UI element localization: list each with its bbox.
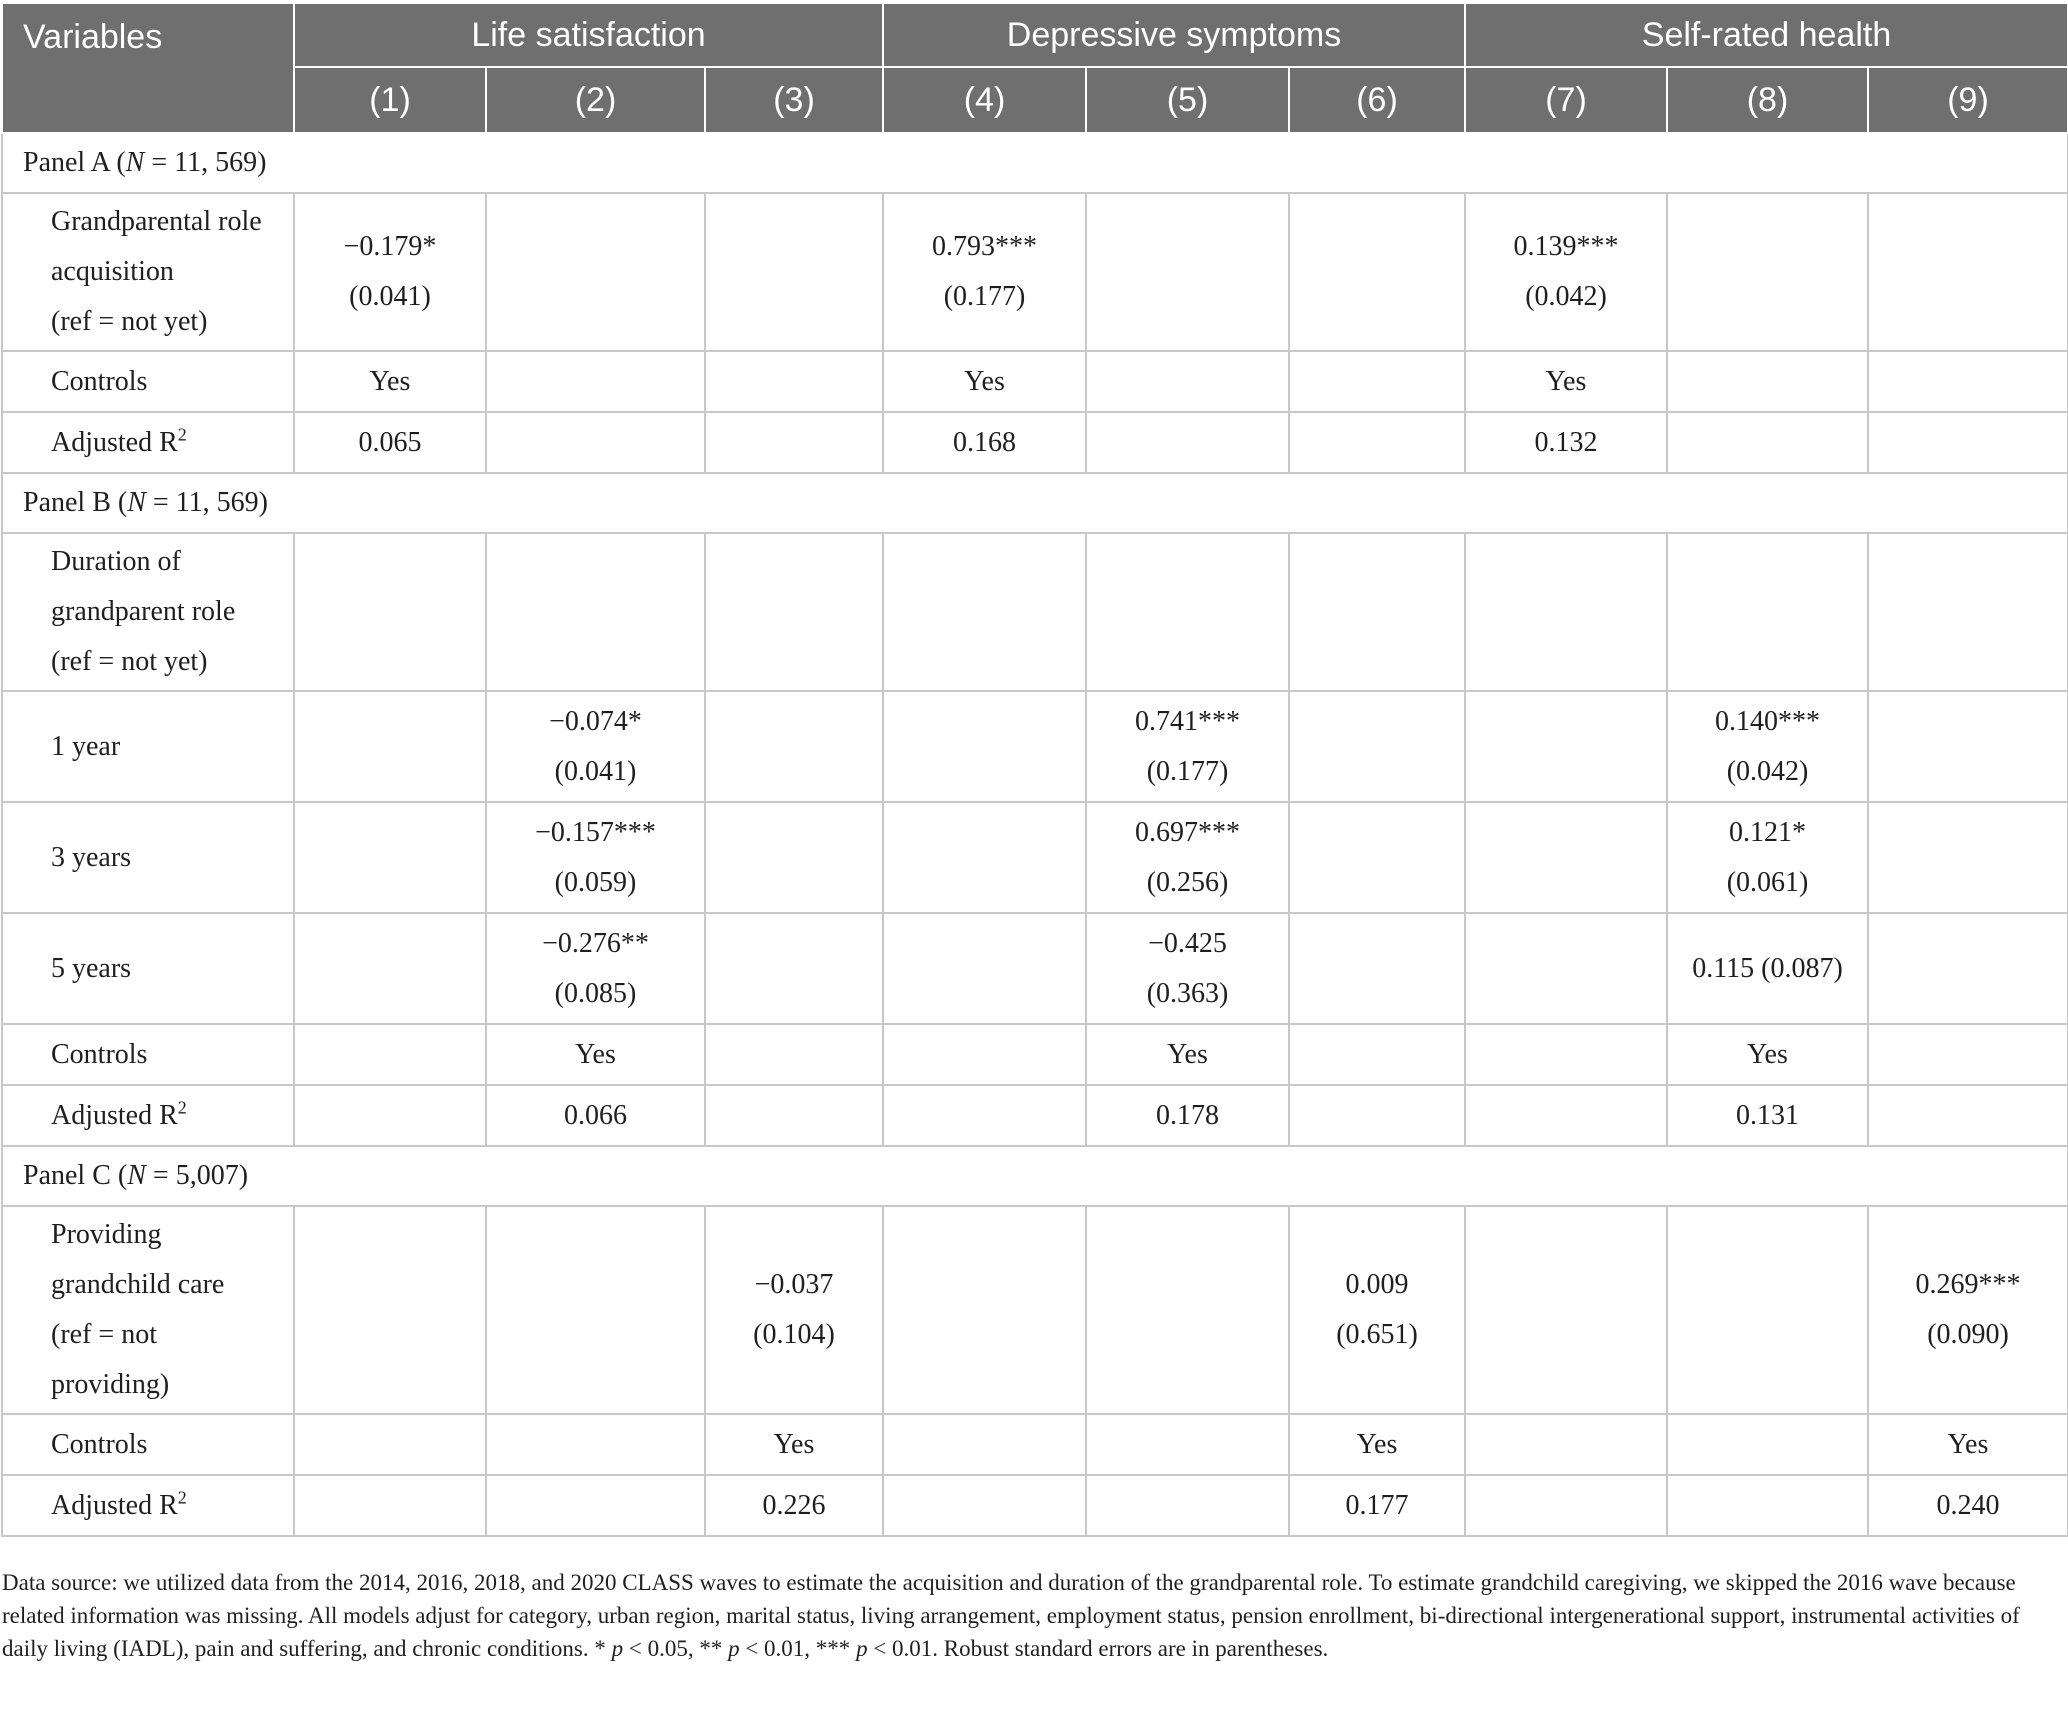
- row-label-line: [51, 587, 293, 637]
- row-label-text: (ref = not yet): [51, 646, 208, 677]
- table-cell: [1086, 412, 1289, 473]
- table-cell: [294, 1475, 486, 1536]
- table-cell: [1086, 193, 1289, 351]
- row-label-line: [51, 944, 293, 994]
- row-label-text: grandparent role: [51, 596, 236, 627]
- table-cell: [883, 533, 1086, 691]
- panel-title: [2, 473, 2068, 533]
- table-cell: [1667, 913, 1868, 1024]
- standard-error-value: (0.042): [1525, 281, 1607, 312]
- table-cell: [294, 1085, 486, 1146]
- row-label-text: providing): [51, 1369, 170, 1400]
- table-cell: [1289, 802, 1465, 913]
- p-symbol: p: [856, 1636, 868, 1661]
- coefficient-value: 0.115 (0.087): [1692, 952, 1843, 984]
- table-row: [2, 691, 2068, 802]
- standard-error-value: (0.104): [753, 1319, 835, 1350]
- coefficient-value: 0.009: [1345, 1269, 1409, 1300]
- coefficient-value: 0.168: [953, 426, 1017, 458]
- row-label-line: [51, 1360, 293, 1410]
- table-cell: [486, 1024, 705, 1085]
- table-body: [2, 133, 2068, 1536]
- row-label-text: Controls: [51, 365, 148, 397]
- table-cell: [883, 802, 1086, 913]
- table-cell: [705, 1024, 883, 1085]
- model-header: (3): [705, 67, 883, 133]
- table-cell: [1667, 1414, 1868, 1475]
- table-cell: [1868, 1206, 2068, 1414]
- row-label-text: 3 years: [51, 841, 132, 873]
- table-cell: [1465, 351, 1667, 412]
- panel-title-row: [2, 473, 2068, 533]
- table-cell: [883, 1475, 1086, 1536]
- table-cell: [883, 691, 1086, 802]
- coefficient-value: Yes: [773, 1428, 815, 1460]
- row-label-text: Controls: [51, 1428, 148, 1460]
- table-cell: [1086, 691, 1289, 802]
- coefficient-value: 0.140***: [1715, 705, 1821, 737]
- row-label-text: Adjusted R: [51, 1099, 178, 1131]
- table-cell: [1289, 913, 1465, 1024]
- row-label-text: grandchild care: [51, 1269, 225, 1300]
- table-cell: [1868, 913, 2068, 1024]
- table-cell: [1667, 1206, 1868, 1414]
- table-cell: [1868, 1085, 2068, 1146]
- row-label: [2, 913, 294, 1024]
- table-cell: [1086, 351, 1289, 412]
- table-cell: [1289, 533, 1465, 691]
- table-cell: [883, 1414, 1086, 1475]
- table-cell: [294, 1206, 486, 1414]
- model-header: (8): [1667, 67, 1868, 133]
- row-label-line: [51, 297, 293, 347]
- panel-title-suffix: = 5,007): [145, 1160, 249, 1191]
- row-label: [2, 412, 294, 473]
- panel-title-n: N: [127, 1160, 146, 1191]
- row-label-line: [51, 537, 293, 587]
- table-cell: [705, 1475, 883, 1536]
- standard-error-value: (0.651): [1336, 1319, 1418, 1350]
- table-cell: [1289, 691, 1465, 802]
- table-cell: [705, 193, 883, 351]
- table-cell: [1465, 802, 1667, 913]
- table-cell: [705, 533, 883, 691]
- table-cell: [486, 802, 705, 913]
- table-cell: [294, 913, 486, 1024]
- coefficient-value: 0.697***: [1135, 816, 1241, 848]
- table-cell: [1667, 1024, 1868, 1085]
- table-cell: [1868, 193, 2068, 351]
- panel-title-prefix: Panel A (: [23, 147, 126, 178]
- table-row: [2, 1085, 2068, 1146]
- table-row: [2, 533, 2068, 691]
- row-label-text: (ref = not: [51, 1319, 157, 1350]
- standard-error-value: (0.256): [1146, 866, 1229, 898]
- table-cell: [1465, 1024, 1667, 1085]
- table-cell: [1868, 1475, 2068, 1536]
- table-cell: [1667, 802, 1868, 913]
- coefficient-value: Yes: [1947, 1428, 1989, 1460]
- coefficient-value: 0.132: [1534, 426, 1598, 458]
- table-cell: [1086, 533, 1289, 691]
- coefficient-value: 0.226: [762, 1489, 826, 1521]
- table-cell: [1086, 1206, 1289, 1414]
- standard-error-value: (0.059): [554, 866, 637, 898]
- row-label-line: [51, 197, 293, 247]
- table-cell: [1289, 193, 1465, 351]
- row-label-line: [51, 418, 293, 468]
- row-label-line: [51, 722, 293, 772]
- table-cell: [1868, 533, 2068, 691]
- table-row: [2, 1206, 2068, 1414]
- table-cell: [1868, 351, 2068, 412]
- coefficient-value: Yes: [1167, 1038, 1208, 1070]
- table-cell: [1465, 1085, 1667, 1146]
- panel-title-prefix: Panel B (: [23, 487, 128, 518]
- table-cell: [1667, 412, 1868, 473]
- table-cell: [486, 1206, 705, 1414]
- row-label-text: 5 years: [51, 952, 132, 984]
- table-cell: [705, 1085, 883, 1146]
- table-cell: [1086, 913, 1289, 1024]
- table-cell: [1868, 1024, 2068, 1085]
- table-cell: [1667, 351, 1868, 412]
- panel-title-suffix: = 11, 569): [144, 147, 267, 178]
- coefficient-value: 0.065: [358, 426, 422, 458]
- table-row: [2, 412, 2068, 473]
- table-cell: [1289, 1475, 1465, 1536]
- table-cell: [486, 1085, 705, 1146]
- model-header: (2): [486, 67, 705, 133]
- row-label-line: [51, 1310, 293, 1360]
- standard-error-value: (0.085): [554, 977, 637, 1009]
- table-row: [2, 1414, 2068, 1475]
- table-cell: [294, 533, 486, 691]
- row-label-line: [51, 1260, 293, 1310]
- panel-title: [2, 1146, 2068, 1206]
- table-cell: [1868, 412, 2068, 473]
- group-header-self-rated-health: Self-rated health: [1465, 4, 2068, 67]
- coefficient-value: 0.066: [564, 1099, 627, 1131]
- p-symbol: p: [611, 1636, 624, 1661]
- table-cell: [486, 412, 705, 473]
- coefficient-value: Yes: [575, 1038, 616, 1070]
- header-row-groups: [2, 4, 2068, 67]
- group-header-life-satisfaction: Life satisfaction: [294, 4, 883, 67]
- table-row: [2, 913, 2068, 1024]
- table-cell: [486, 351, 705, 412]
- table-cell: [705, 412, 883, 473]
- row-label-text: Duration of: [51, 546, 181, 577]
- table-cell: [1868, 802, 2068, 913]
- coefficient-value: 0.131: [1736, 1099, 1800, 1131]
- table-cell: [883, 193, 1086, 351]
- table-cell: [1086, 1085, 1289, 1146]
- p-symbol: p: [728, 1636, 740, 1661]
- row-label-line: [51, 637, 293, 687]
- variables-header: Variables: [2, 4, 294, 133]
- row-label-line: [51, 833, 293, 883]
- regression-table-container: [0, 4, 2068, 1537]
- row-label-text: 1 year: [51, 730, 121, 762]
- row-label-line: [51, 1091, 293, 1141]
- table-footnote: [2, 1566, 2062, 1665]
- table-cell: [294, 691, 486, 802]
- table-cell: [883, 412, 1086, 473]
- table-cell: [1667, 193, 1868, 351]
- coefficient-value: 0.240: [1936, 1489, 2000, 1521]
- group-header-depressive-symptoms: Depressive symptoms: [883, 4, 1465, 67]
- table-cell: [294, 351, 486, 412]
- coefficient-value: −0.037: [754, 1269, 834, 1300]
- table-cell: [486, 533, 705, 691]
- footnote-text: < 0.01. Robust standard errors are in parentheses.: [867, 1636, 1329, 1661]
- model-header: (5): [1086, 67, 1289, 133]
- standard-error-value: (0.363): [1146, 977, 1229, 1009]
- row-label: [2, 193, 294, 351]
- table-cell: [1465, 691, 1667, 802]
- table-cell: [705, 1206, 883, 1414]
- standard-error-value: (0.177): [1146, 755, 1229, 787]
- row-label: [2, 1024, 294, 1085]
- table-cell: [1667, 1475, 1868, 1536]
- table-cell: [1289, 1024, 1465, 1085]
- panel-title: [2, 133, 2068, 193]
- panel-title-row: [2, 133, 2068, 193]
- standard-error-value: (0.177): [943, 281, 1026, 312]
- coefficient-value: Yes: [1356, 1428, 1398, 1460]
- panel-title-suffix: = 11, 569): [145, 487, 268, 518]
- standard-error-value: (0.042): [1726, 755, 1809, 787]
- coefficient-value: 0.793***: [932, 231, 1038, 262]
- table-row: [2, 351, 2068, 412]
- panel-title-prefix: Panel C (: [23, 1160, 128, 1191]
- row-label: [2, 1085, 294, 1146]
- row-label-text: (ref = not yet): [51, 306, 208, 337]
- standard-error-value: (0.061): [1726, 866, 1809, 898]
- table-cell: [883, 1024, 1086, 1085]
- table-cell: [1465, 1414, 1667, 1475]
- row-label-line: [51, 1481, 293, 1531]
- table-row: [2, 1024, 2068, 1085]
- table-cell: [1667, 533, 1868, 691]
- coefficient-value: 0.121*: [1729, 816, 1807, 848]
- panel-title-row: [2, 1146, 2068, 1206]
- row-label-text: acquisition: [51, 256, 174, 287]
- row-label: [2, 802, 294, 913]
- coefficient-value: 0.177: [1345, 1489, 1409, 1521]
- table-cell: [1465, 1206, 1667, 1414]
- table-cell: [486, 193, 705, 351]
- table-cell: [1465, 533, 1667, 691]
- table-cell: [486, 1475, 705, 1536]
- superscript: 2: [177, 424, 187, 445]
- table-cell: [883, 913, 1086, 1024]
- coefficient-value: 0.741***: [1135, 705, 1241, 737]
- table-cell: [294, 1024, 486, 1085]
- table-cell: [1868, 1414, 2068, 1475]
- model-header: (1): [294, 67, 486, 133]
- table-cell: [1289, 412, 1465, 473]
- coefficient-value: Yes: [1545, 365, 1587, 397]
- row-label-text: Adjusted R: [51, 1489, 178, 1521]
- table-cell: [294, 802, 486, 913]
- regression-table: [1, 4, 2068, 1537]
- table-cell: [705, 351, 883, 412]
- row-label-line: [51, 247, 293, 297]
- table-cell: [294, 412, 486, 473]
- table-row: [2, 802, 2068, 913]
- panel-title-n: N: [125, 147, 145, 178]
- row-label: [2, 691, 294, 802]
- table-cell: [1667, 1085, 1868, 1146]
- model-header: (7): [1465, 67, 1667, 133]
- table-cell: [1465, 913, 1667, 1024]
- table-cell: [1289, 351, 1465, 412]
- table-cell: [1667, 691, 1868, 802]
- coefficient-value: −0.074*: [549, 705, 642, 737]
- table-cell: [1868, 691, 2068, 802]
- table-cell: [883, 351, 1086, 412]
- coefficient-value: 0.178: [1156, 1099, 1220, 1131]
- standard-error-value: (0.041): [554, 755, 637, 787]
- superscript: 2: [177, 1097, 187, 1118]
- table-row: [2, 193, 2068, 351]
- table-cell: [705, 913, 883, 1024]
- row-label-line: [51, 357, 293, 407]
- table-cell: [1465, 193, 1667, 351]
- model-header: (9): [1868, 67, 2068, 133]
- table-cell: [486, 913, 705, 1024]
- coefficient-value: Yes: [369, 365, 411, 397]
- table-cell: [294, 1414, 486, 1475]
- table-cell: [1289, 1206, 1465, 1414]
- table-cell: [486, 691, 705, 802]
- row-label-line: [51, 1210, 293, 1260]
- table-cell: [1086, 1024, 1289, 1085]
- table-cell: [883, 1206, 1086, 1414]
- table-header: [2, 4, 2068, 133]
- row-label-text: Grandparental role: [51, 206, 262, 237]
- row-label: [2, 1414, 294, 1475]
- row-label: [2, 351, 294, 412]
- footnote-text: < 0.01, ***: [739, 1636, 857, 1661]
- table-cell: [1289, 1085, 1465, 1146]
- coefficient-value: Yes: [1747, 1038, 1788, 1070]
- coefficient-value: −0.157***: [535, 816, 656, 848]
- coefficient-value: 0.269***: [1915, 1269, 2021, 1300]
- table-cell: [883, 1085, 1086, 1146]
- table-cell: [705, 1414, 883, 1475]
- panel-title-n: N: [127, 487, 146, 518]
- row-label: [2, 533, 294, 691]
- table-cell: [705, 802, 883, 913]
- row-label-text: Controls: [51, 1038, 148, 1070]
- standard-error-value: (0.090): [1927, 1319, 2009, 1350]
- row-label-text: Providing: [51, 1219, 162, 1250]
- footnote-text: Data source: we utilized data from the 2014, 2016, 2018, and 2020 CLASS waves to estimate the acquisition and duration of the grandparental role. To estimate grandchild caregiving, we skipped the 2016 wave because related information was missing. All models adjust for category, urban region, marital status, living arrangement, employment status, pension enrollment, bi-directional intergenerational support, instrumental activities of daily living (IADL), pain and suffering, and chronic conditions. *: [2, 1570, 2020, 1661]
- table-cell: [294, 193, 486, 351]
- model-header: (6): [1289, 67, 1465, 133]
- row-label-line: [51, 1030, 293, 1080]
- footnote-text: < 0.05, **: [623, 1636, 729, 1661]
- coefficient-value: −0.179*: [343, 231, 437, 262]
- row-label-line: [51, 1420, 293, 1470]
- table-cell: [1465, 1475, 1667, 1536]
- table-cell: [705, 691, 883, 802]
- coefficient-value: 0.139***: [1513, 231, 1619, 262]
- table-cell: [1289, 1414, 1465, 1475]
- table-cell: [1086, 1475, 1289, 1536]
- table-row: [2, 1475, 2068, 1536]
- row-label: [2, 1475, 294, 1536]
- coefficient-value: −0.276**: [542, 927, 649, 959]
- header-row-models: [2, 67, 2068, 133]
- standard-error-value: (0.041): [349, 281, 431, 312]
- coefficient-value: Yes: [964, 365, 1005, 397]
- table-cell: [1086, 802, 1289, 913]
- table-cell: [1465, 412, 1667, 473]
- row-label: [2, 1206, 294, 1414]
- row-label-text: Adjusted R: [51, 426, 178, 458]
- model-header: (4): [883, 67, 1086, 133]
- table-cell: [1086, 1414, 1289, 1475]
- superscript: 2: [177, 1487, 187, 1508]
- coefficient-value: −0.425: [1148, 927, 1227, 959]
- table-cell: [486, 1414, 705, 1475]
